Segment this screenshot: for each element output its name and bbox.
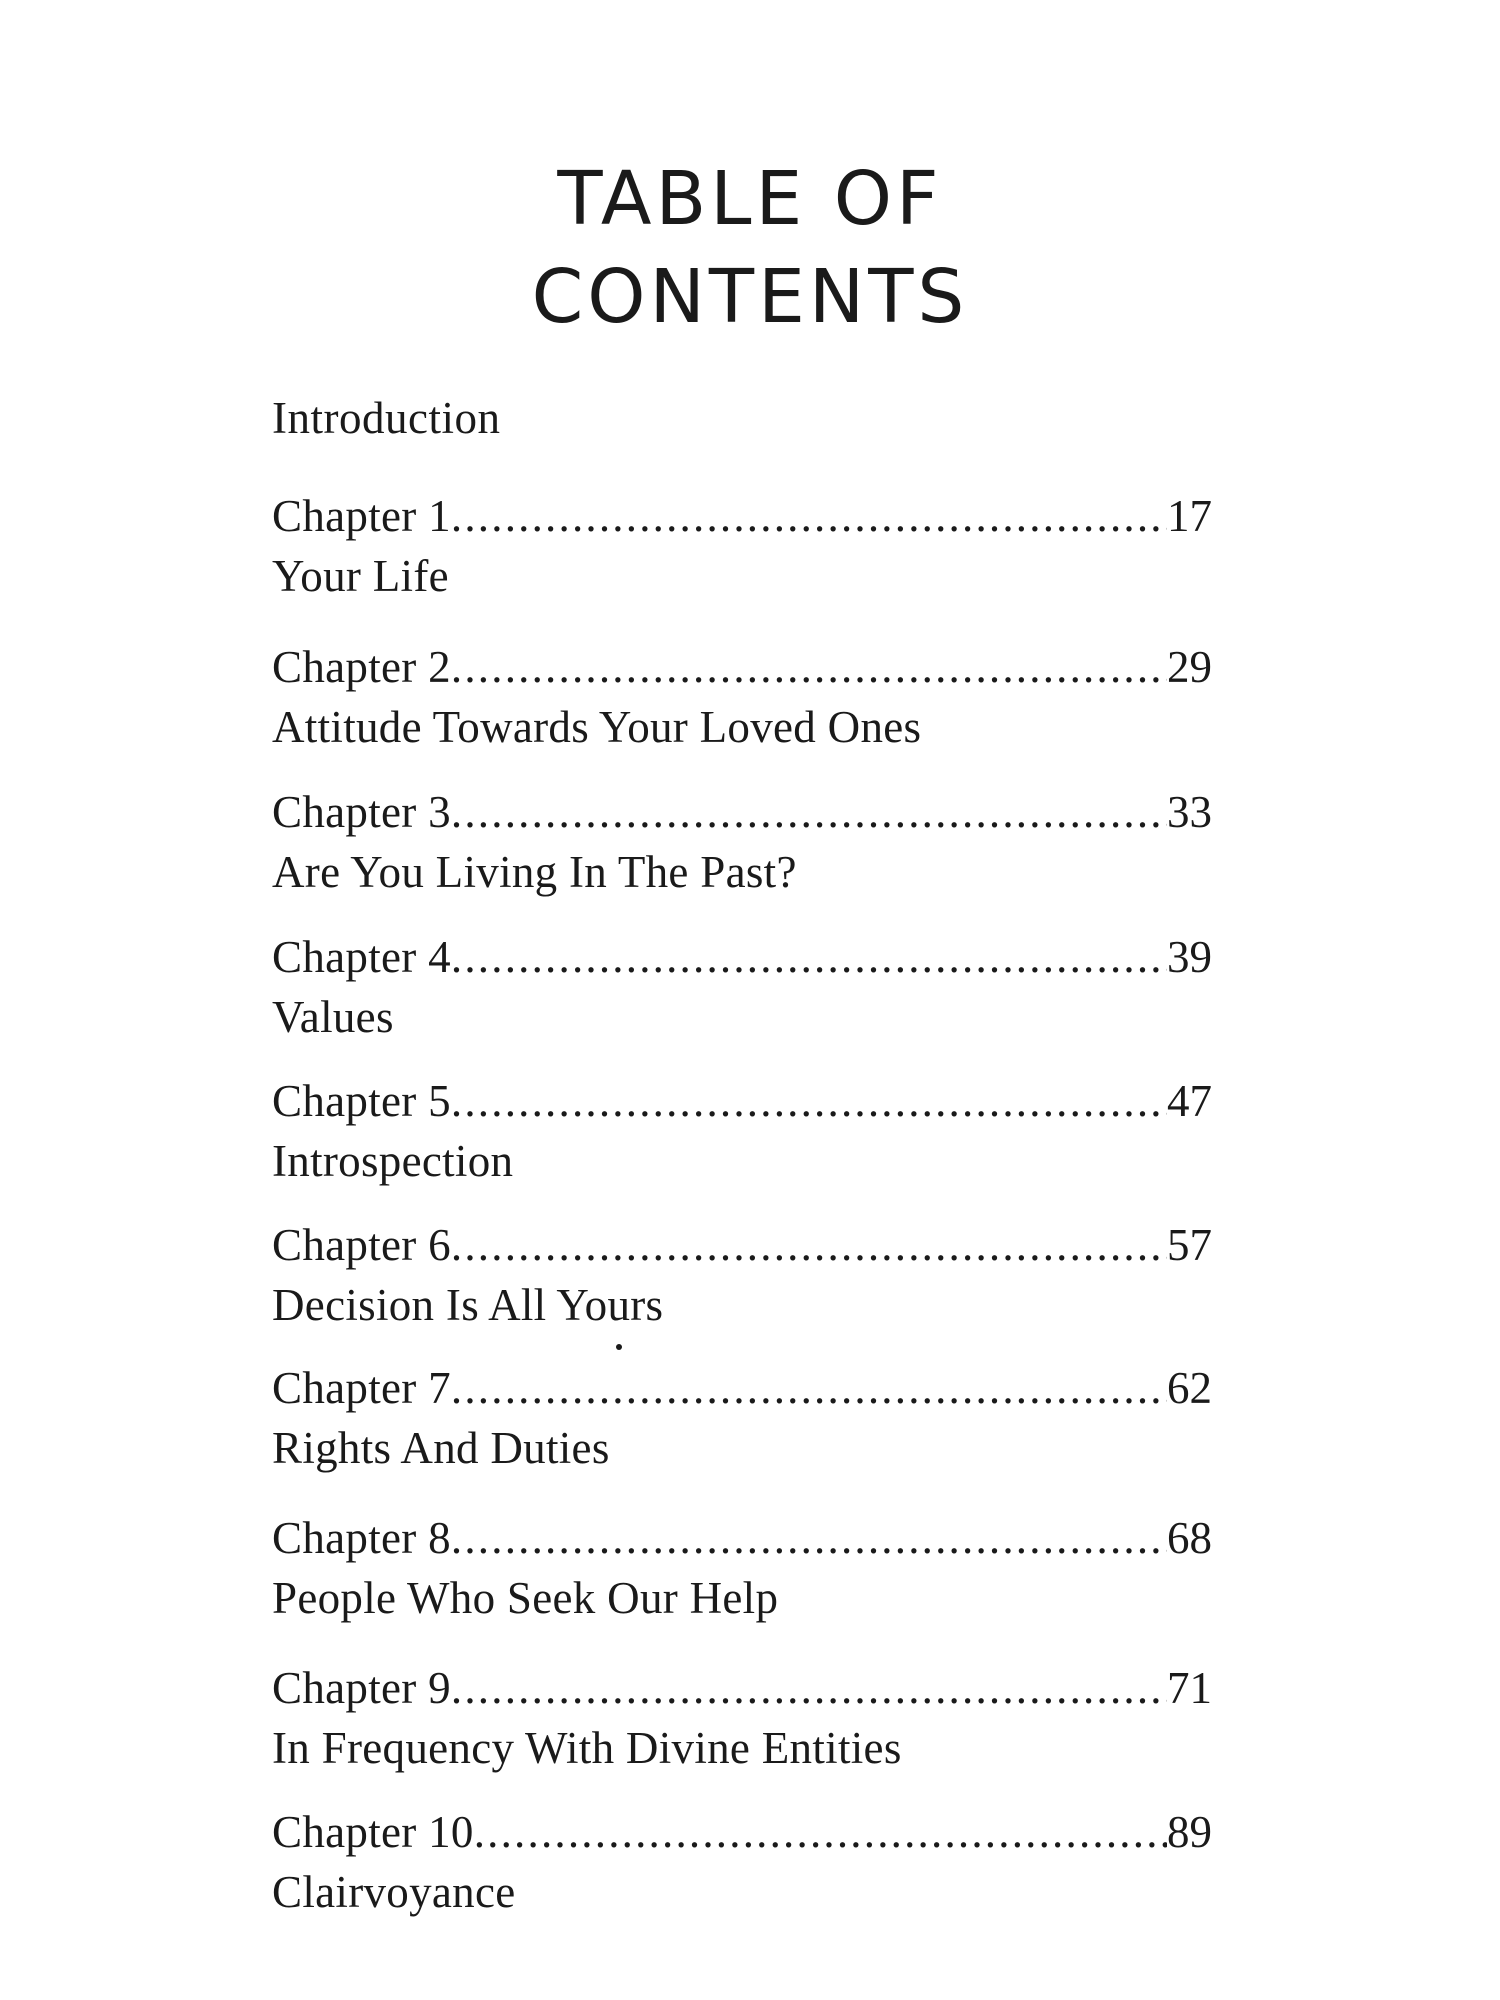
page-number: 62 [1167, 1363, 1212, 1413]
dot-leader [474, 1804, 1167, 1860]
chapter-label: Chapter 1 [272, 491, 451, 541]
dot-leader [451, 639, 1167, 695]
page-number: 17 [1167, 491, 1212, 541]
toc-entry-chapter-3 [272, 784, 1212, 900]
toc-entry-chapter-2 [272, 639, 1212, 755]
chapter-label: Chapter 10 [272, 1807, 474, 1857]
page-number: 89 [1167, 1807, 1212, 1857]
toc-entry-chapter-8 [272, 1510, 1212, 1626]
toc-entry-chapter-1 [272, 488, 1212, 604]
chapter-title: In Frequency With Divine Entities [272, 1723, 902, 1773]
chapter-title: Rights And Duties [272, 1423, 610, 1473]
page-number: 68 [1167, 1513, 1212, 1563]
dot-leader [451, 1073, 1167, 1129]
page-title [0, 150, 1500, 346]
page-title-line-2: CONTENTS [531, 254, 969, 340]
chapter-title: Clairvoyance [272, 1867, 516, 1917]
chapter-title: Your Life [272, 551, 449, 601]
page-number: 39 [1167, 932, 1212, 982]
chapter-title: Values [272, 992, 394, 1042]
page-number: 33 [1167, 787, 1212, 837]
dot-leader [451, 929, 1167, 985]
chapter-label: Chapter 6 [272, 1220, 451, 1270]
dot-leader [451, 1660, 1167, 1716]
chapter-title: Introspection [272, 1136, 514, 1186]
ink-speck [616, 1344, 622, 1350]
chapter-label: Chapter 7 [272, 1363, 451, 1413]
chapter-label: Chapter 9 [272, 1663, 451, 1713]
dot-leader [451, 1217, 1167, 1273]
chapter-label: Chapter 4 [272, 932, 451, 982]
page-number: 47 [1167, 1076, 1212, 1126]
chapter-title: Decision Is All Yours [272, 1280, 664, 1330]
chapter-title: People Who Seek Our Help [272, 1573, 779, 1623]
chapter-label: Chapter 8 [272, 1513, 451, 1563]
toc-entry-chapter-6 [272, 1217, 1212, 1333]
chapter-label: Chapter 5 [272, 1076, 451, 1126]
toc-entry-chapter-5 [272, 1073, 1212, 1189]
chapter-label: Chapter 3 [272, 787, 451, 837]
dot-leader [451, 1510, 1167, 1566]
chapter-title: Attitude Towards Your Loved Ones [272, 702, 922, 752]
page-number: 29 [1167, 642, 1212, 692]
dot-leader [451, 784, 1167, 840]
page-number: 71 [1167, 1663, 1212, 1713]
toc-entry-chapter-9 [272, 1660, 1212, 1776]
dot-leader [451, 488, 1167, 544]
toc-entry-chapter-10 [272, 1804, 1212, 1920]
chapter-title: Are You Living In The Past? [272, 847, 797, 897]
toc-entry-chapter-7 [272, 1360, 1212, 1476]
page-number: 57 [1167, 1220, 1212, 1270]
page-title-line-1: TABLE OF [557, 156, 943, 242]
toc-entry-chapter-4 [272, 929, 1212, 1045]
chapter-label: Chapter 2 [272, 642, 451, 692]
dot-leader [451, 1360, 1167, 1416]
toc-introduction: Introduction [272, 393, 501, 443]
